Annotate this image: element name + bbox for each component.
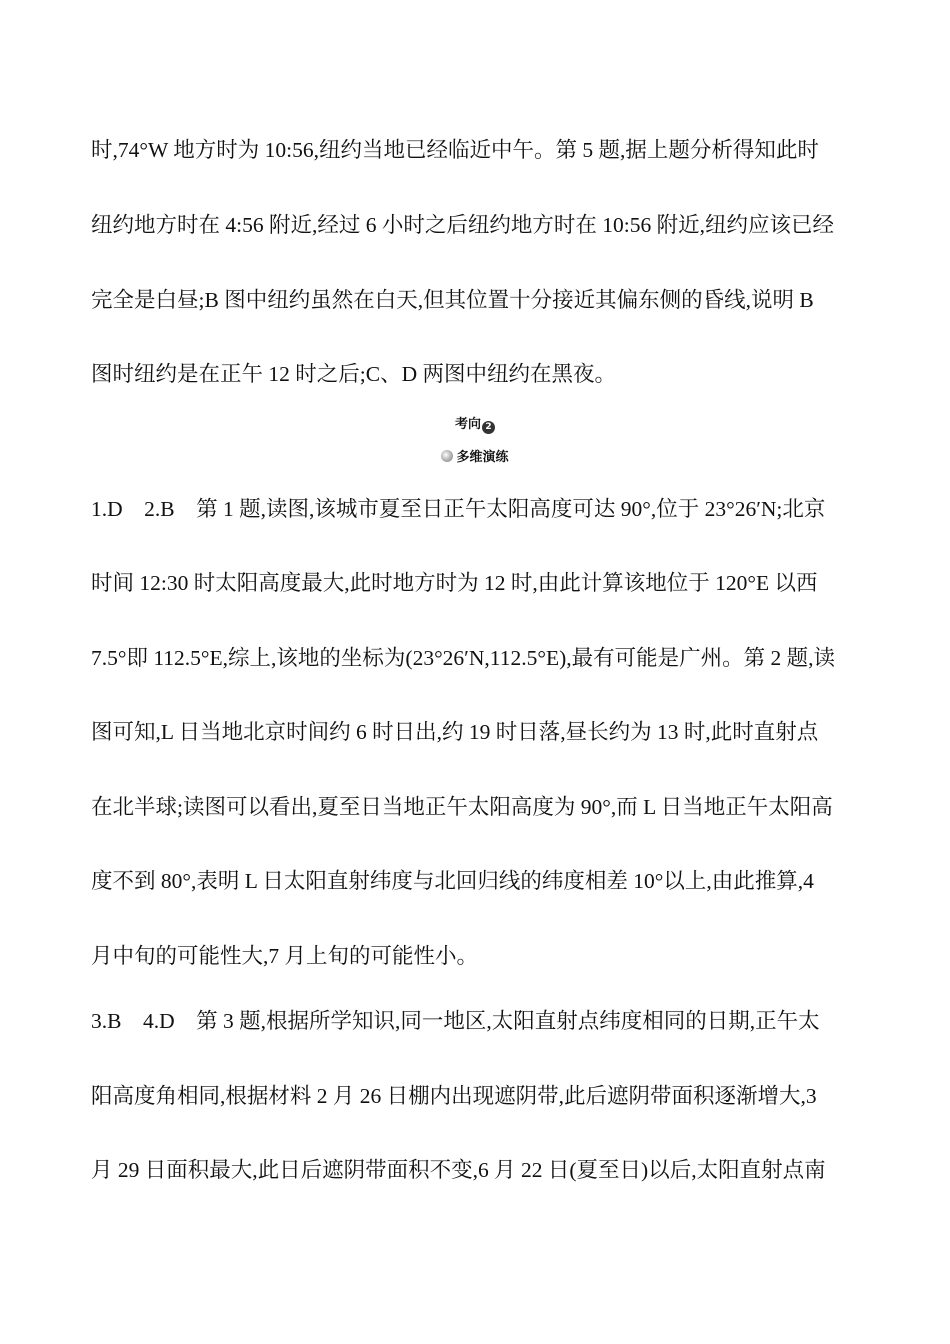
text-line: 月 29 日面积最大,此日后遮阴带面积不变,6 月 22 日(夏至日)以后,太阳直射点南 (91, 1158, 826, 1182)
section-heading (0, 416, 950, 434)
section-number: 2 (482, 421, 495, 434)
text-line: 阳高度角相同,根据材料 2 月 26 日棚内出现遮阴带,此后遮阴带面积逐渐增大,3 (91, 1084, 817, 1108)
text-line: 7.5°即 112.5°E,综上,该地的坐标为(23°26′N,112.5°E),最有可能是广州。第 2 题,读 (91, 646, 835, 670)
text-line: 图可知,L 日当地北京时间约 6 时日出,约 19 时日落,昼长约为 13 时,此时直射点 (91, 720, 819, 744)
text-line: 纽约地方时在 4:56 附近,经过 6 小时之后纽约地方时在 10:56 附近,纽约应该已经 (91, 213, 834, 237)
section-subheading (0, 449, 950, 467)
text-line: 1.D 2.B 第 1 题,读图,该城市夏至日正午太阳高度可达 90°,位于 23°26′N;北京 (91, 497, 826, 521)
text-line: 在北半球;读图可以看出,夏至日当地正午太阳高度为 90°,而 L 日当地正午太阳高 (91, 795, 833, 819)
badge-icon (441, 450, 453, 462)
section-title: 考向 (454, 417, 481, 432)
text-line: 图时纽约是在正午 12 时之后;C、D 两图中纽约在黑夜。 (91, 362, 616, 386)
text-line: 时间 12:30 时太阳高度最大,此时地方时为 12 时,由此计算该地位于 120°E 以西 (91, 571, 818, 595)
text-line: 度不到 80°,表明 L 日太阳直射纬度与北回归线的纬度相差 10°以上,由此推算,4 (91, 869, 814, 893)
text-line: 3.B 4.D 第 3 题,根据所学知识,同一地区,太阳直射点纬度相同的日期,正午太 (91, 1009, 820, 1033)
text-line: 完全是白昼;B 图中纽约虽然在白天,但其位置十分接近其偏东侧的昏线,说明 B (91, 288, 814, 312)
text-line: 月中旬的可能性大,7 月上旬的可能性小。 (91, 944, 479, 968)
text-line: 时,74°W 地方时为 10:56,纽约当地已经临近中午。第 5 题,据上题分析得知此时 (91, 138, 819, 162)
section-subtitle: 多维演练 (456, 450, 509, 465)
